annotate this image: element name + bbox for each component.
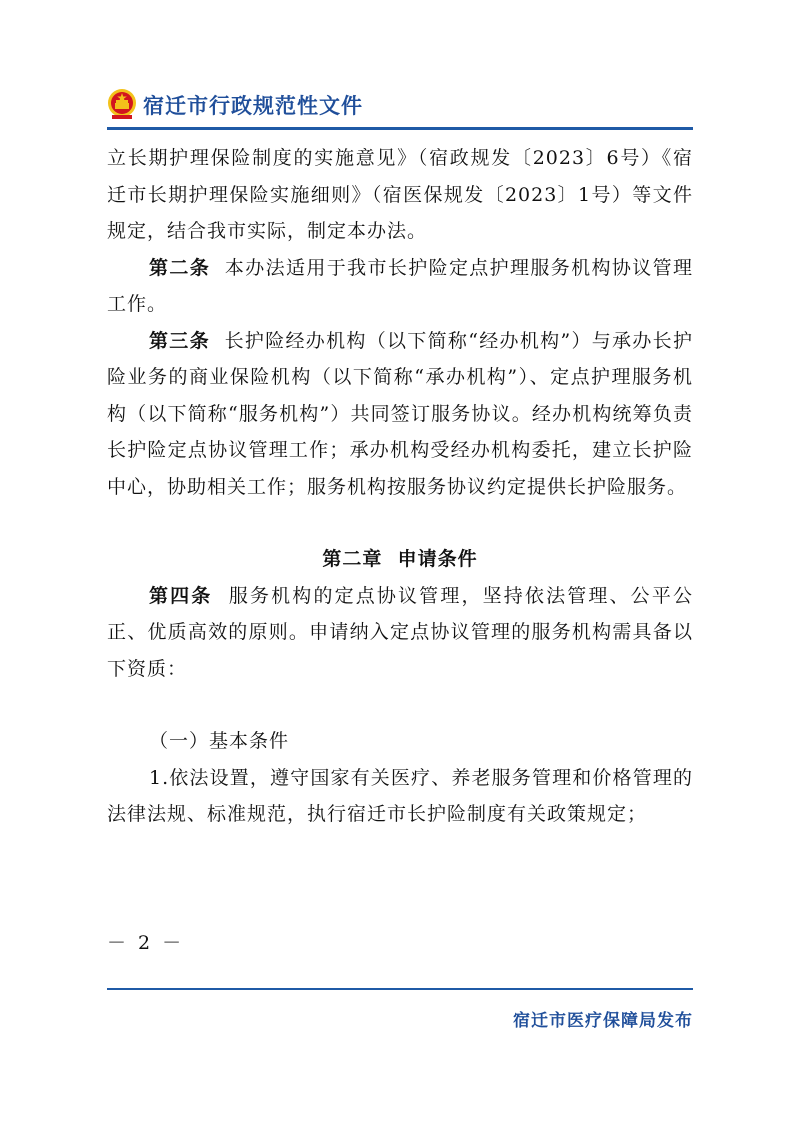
footer-publisher: 宿迁市医疗保障局发布 <box>513 1011 693 1031</box>
intro-paragraph: 立长期护理保险制度的实施意见》（宿政规发〔2023〕6号）《宿迁市长期护理保险实施细则》（宿医保规发〔2023〕1号）等文件规定，结合我市实际，制定本办法。 <box>107 147 693 242</box>
article-4-number: 第四条 <box>149 584 213 607</box>
header-divider <box>107 127 693 130</box>
article-4 <box>107 578 693 688</box>
article-3-text: 长护险经办机构（以下简称“经办机构”）与承办长护险业务的商业保险机构（以下简称“承办机构”）、定点护理服务机构（以下简称“服务机构”）共同签订服务协议。经办机构统筹负责长护险定点协议管理工作；承办机构受经办机构委托，建立长护险中心，协助相关工作；服务机构按服务协议约定提供长护险服务。 <box>107 329 693 498</box>
section-1-title: （一）基本条件 <box>149 730 290 752</box>
article-2-number: 第二条 <box>149 256 211 279</box>
footer-divider <box>107 988 693 990</box>
item-1: 1.依法设置，遵守国家有关医疗、养老服务管理和价格管理的法律法规、标准规范，执行宿迁市长护险制度有关政策规定； <box>107 766 693 825</box>
document-header <box>107 82 693 130</box>
article-2 <box>107 250 693 323</box>
page-number: － 2 － <box>107 932 185 954</box>
chapter-2-title: 第二章 申请条件 <box>322 548 478 570</box>
document-body <box>107 140 693 833</box>
header-title: 宿迁市行政规范性文件 <box>143 94 363 118</box>
article-3 <box>107 323 693 506</box>
article-4-text: 服务机构的定点协议管理，坚持依法管理、公平公正、优质高效的原则。申请纳入定点协议管理的服务机构需具备以下资质： <box>107 584 693 680</box>
national-emblem-icon <box>107 88 137 120</box>
article-2-text: 本办法适用于我市长护险定点护理服务机构协议管理工作。 <box>107 256 693 315</box>
article-3-number: 第三条 <box>149 329 210 352</box>
